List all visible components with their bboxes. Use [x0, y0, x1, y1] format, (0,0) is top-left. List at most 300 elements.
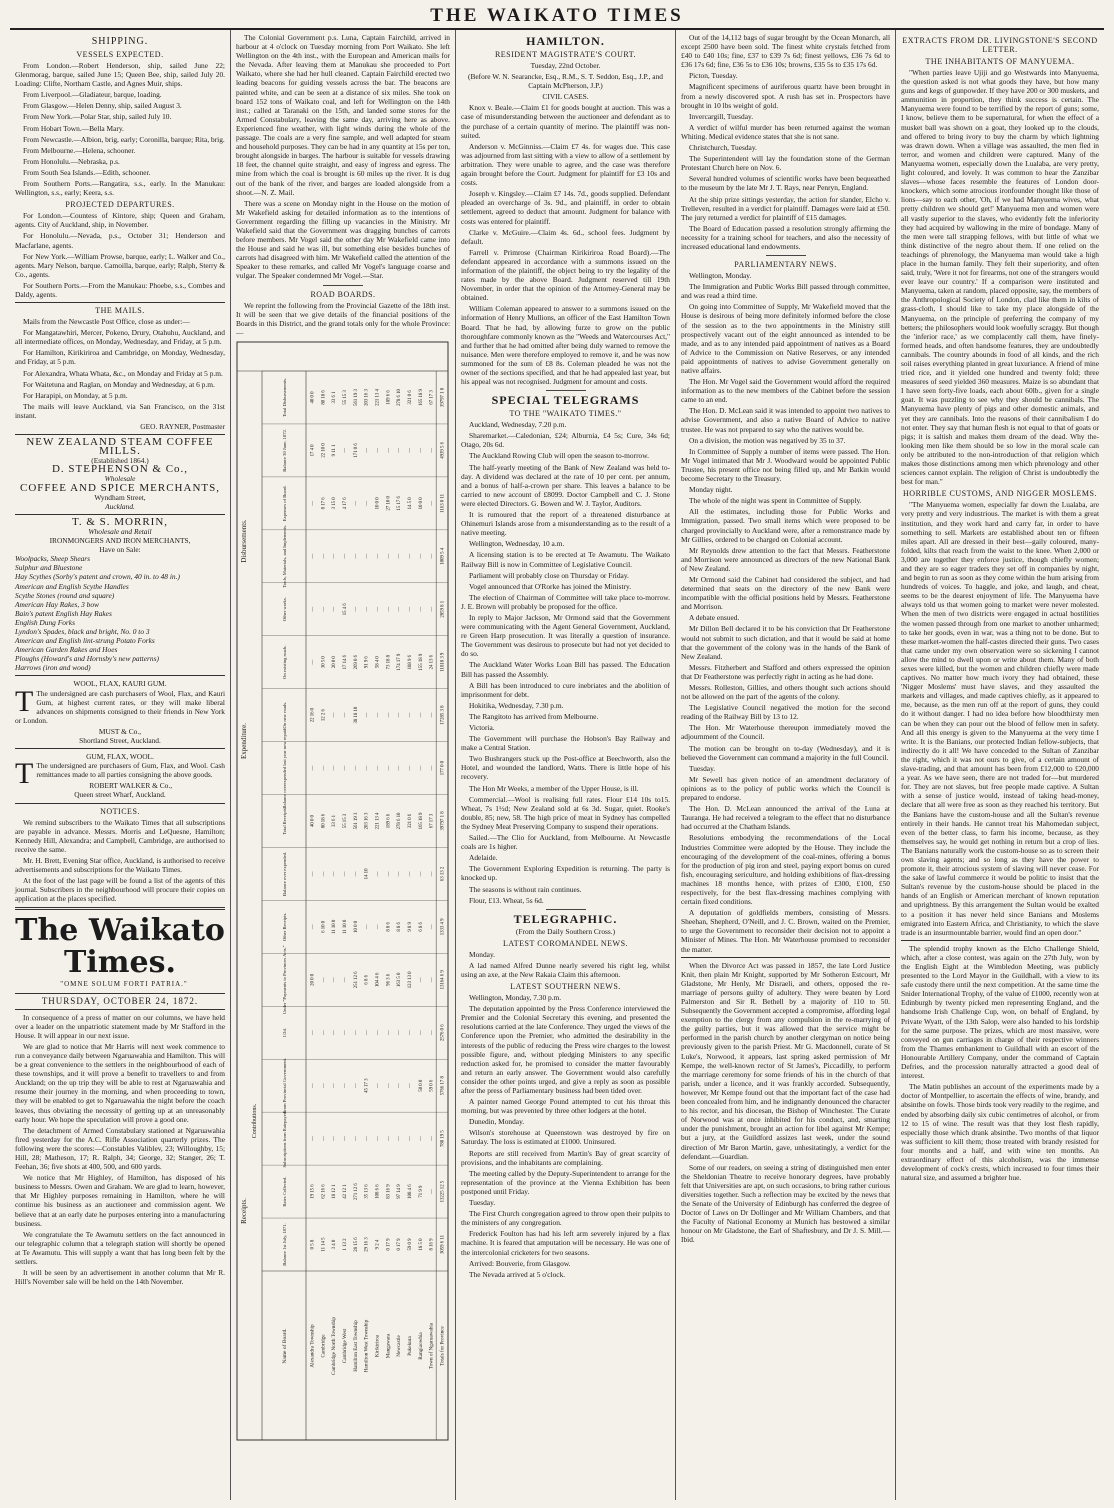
table-cell: 11 10 0	[342, 919, 348, 934]
paragraph: The Hon. Mr Waterhouse thereupon immediately moved the adjournment of the Council.	[681, 723, 890, 742]
table-cell: 0 5 8	[310, 1239, 316, 1250]
paragraph: The Matin publishes an account of the experiments made by a doctor of Montpellier, to ascertain the effects of wine, brandy, and absinthe on fowls. Those birds took very readily to the regime, and ended by absorbing daily six cubic centimetres of alcohol, or from 12 to 15 of wine. The result was that they lost flesh rapidly, especially those which drank absinthe. Two months of that liquor was sufficient to kill them; those treated with brandy resisted for four months and a half, and with wine ten months. An extraordinary effect of this alcoholism, was the immense development of cock's crests, which increased to four times their natural size, and assumed a brighter hue.	[901, 1082, 1099, 1183]
table-cell: —	[364, 1030, 370, 1036]
paragraph: From London.—Robert Henderson, ship, sailed June 22; Glenmorag, barque, sailed June 15; Queen Bee, ship, sailed July 20. Loading: Clifte, Northam Castle, and Agnes Muir, ships.	[15, 61, 225, 89]
paragraph: The Hon Mr Weeks, a member of the Upper House, is ill.	[469, 783, 639, 793]
table-cell: —	[418, 977, 424, 983]
table-header: On existing roads.	[282, 645, 287, 679]
livingstone-part-2	[901, 500, 1099, 937]
table-cell: —	[310, 659, 316, 665]
table-cell: 189 6 6	[386, 390, 392, 405]
table-cell: 62 16 6	[321, 1184, 327, 1199]
paragraph: The whole of the night was spent in Committee of Supply.	[689, 496, 862, 506]
table-header: Other works.	[282, 597, 287, 622]
paragraph: The Superintendent will lay the foundation stone of the German Protestant Church here on Nov. 6.	[681, 154, 890, 173]
table-cell: —	[321, 1030, 327, 1036]
paragraph: There was a scene on Monday night in the House on the motion of Mr Wakefield asking for detailed information as to the intentions of Government regarding the filling up vacancies in the Ministry. Mr Wakefield said that the Government was dragging bunches of carrots before members. Mr Vogel said the other day Mr Wakefield came into the House and said he was ill, but something else besides bunches of carrots had disagreed with him. Mr Wakefield called the attention of the Speaker to these remarks, and called Mr Vogel's language coarse and vulgar. The Speaker condemned Mr Vogel.—Star.	[236, 198, 450, 281]
paragraph: Several hundred volumes of scientific works have been bequeathed to the museum by the late Mr J. T. Rays, near Penryn, England.	[681, 174, 890, 193]
table-cell: 221 13 4	[375, 812, 381, 830]
advert-heading: GUM, FLAX, WOOL.	[86, 752, 154, 762]
table-cell: 163 5 0	[397, 972, 403, 987]
table-cell: 67 17 3	[429, 813, 435, 829]
table-cell: —	[353, 1083, 359, 1089]
table-cell: —	[408, 1083, 414, 1089]
paragraph: The Immigration and Public Works Bill passed through committee, and was read a third time.	[681, 282, 890, 301]
table-cell: —	[364, 447, 370, 453]
table-cell: 561 19 3	[353, 388, 359, 406]
table-cell: —	[310, 871, 316, 877]
paragraph: From Southern Ports.—Rangatira, s.s., early. In the Manukau: Wellington, s.s., early; Keera, s.s.	[15, 179, 225, 198]
advert-heading: WOOL, FLAX, KAURI GUM.	[73, 679, 167, 689]
table-cell: 9 2 4	[375, 1239, 381, 1250]
table-cell: —	[332, 1136, 338, 1141]
table-cell: 14 10	[364, 868, 370, 880]
paragraph: The Government Exploring Expedition is returning. The party is knocked up.	[461, 864, 670, 883]
table-cell: 91 9 6	[364, 656, 370, 669]
table-cell: 50 0 0	[418, 1079, 424, 1092]
table-cell: —	[386, 1030, 392, 1036]
disbursements-label: Disbursements.	[240, 519, 248, 563]
table-cell: 33 6 1	[332, 814, 338, 827]
divorce-article	[681, 961, 890, 1245]
table-cell: 321 0 6	[408, 813, 414, 829]
table-cell: —	[321, 977, 327, 983]
table-header: Balance 30 June, 1872.	[282, 428, 287, 472]
table-cell: 1333 4 9	[440, 918, 446, 936]
dateline: THURSDAY, OCTOBER 24, 1872.	[41, 995, 199, 1006]
advert-trade: IRONMONGERS AND IRON MERCHANTS,	[49, 536, 191, 546]
table-cell: —	[418, 765, 424, 771]
paragraph: The detachment of Armed Constabulary stationed at Ngaruawahia fired yesterday for the A.C. Rifle Association quarterly prizes. The following were the scores:—Constables Valiblev, 23; Willoughby, 15; Hill, 28; Matheson, 17; R. Ralph, 34; George, 32; Stanger, 26; T. Feehan, 36; five shots at 400, 500, and 600 yards.	[15, 1125, 225, 1172]
notices-list	[15, 818, 225, 904]
advert-title: NEW ZEALAND STEAM COFFEE MILLS.	[26, 436, 214, 458]
paragraph: On a division, the motion was negatived by 35 to 37.	[689, 435, 846, 445]
paragraph: The First Church congregation agreed to throw open their pulpits to the ministers of any congregation.	[461, 1209, 670, 1228]
table-cell: 22 16 0	[310, 707, 316, 723]
advert-item: English Dung Forks	[15, 617, 75, 627]
paragraph: From Hobart Town.—Bella Mary.	[23, 123, 124, 133]
divider	[766, 255, 806, 256]
departures-heading: PROJECTED DEPARTURES.	[65, 200, 175, 210]
table-cell: —	[375, 712, 381, 718]
column-3	[456, 30, 676, 1500]
inhabitants-heading: THE INHABITANTS OF MANYUEMA.	[925, 57, 1075, 66]
court-heading: RESIDENT MAGISTRATE'S COURT.	[494, 50, 637, 59]
paragraph: The Colonial Government p.s. Luna, Captain Fairchild, arrived in harbour at 4 o'clock on Tuesday morning from Port Waikato. She left Wellington on the 4th inst., with the European and American mails for the Nevada. After leaving them at Manukau she proceeded to Port Waikato, where she had her hull cleaned. Captain Fairchild erected two leading beacons for guiding vessels across the bar. The beacons are painted white, and can be seen at a distance of six miles. She took on board 152 tons of Waikato coal, and left for Wellington on the 14th inst.; called at Taranaki on the 15th, and landed some stores for the Armed Constabulary, leaving the same day, arriving here as above. Experienced fine weather, with light winds during the whole of the passage. The coals are a very fine sample, and well adapted for steam and household purposes. They can be had in any quantity at 15s per ton, brought alongside in barges. The harbour is suitable for vessels drawing 18 feet, the channel quite straight, and easy of ingress and egress. The mine from which the coal is brought is 60 miles up the river. It is dug out of the bank of the river, and barges are loaded alongside from a shoot.—N. Z. Mail.	[236, 33, 450, 197]
shipping-heading: SHIPPING.	[91, 36, 149, 47]
table-cell: —	[397, 1083, 403, 1089]
paragraph: Mr Reynolds drew attention to the fact that Messrs. Featherstone and Morrison were announced as directors of the new National Bank of New Zealand.	[681, 545, 890, 573]
telegraphic-source: (From the Daily Southern Cross.)	[515, 926, 616, 936]
table-cell: 15 4 6	[342, 603, 348, 616]
table-cell: —	[332, 765, 338, 771]
columns	[10, 30, 1104, 1500]
column-2	[231, 30, 456, 1500]
table-cell: 35 13 6	[364, 1184, 370, 1199]
paragraph: "The Manyuema women, especially far down the Lualaba, are very pretty and very industrious. The market is with them a great institution, and they work hard and carry far, in order to have something to sell. Markets are established about ten or fifteen miles apart. All are dressed in their best—gaily coloured, many-folded, kilts that reach from the waist to the knee. When 2,000 or 3,000 are together they enforce justice, though chiefly women; and they are so eager traders they set off in companies by night, and begin to run as soon as they come within the hum arising from hundreds of voices. To haggle, and joke, and laugh, and cheat, seems to be the dearest enjoyment of life. The Manyuema have always told us that women going to market were never molested. When the men of two districts were engaged in actual hostilities the women passed through from one market to another unharmed; to take her goods, even in war, was a thing not to be done. But to these market-women the half-castes directed their guns. Two cases that came under my own observation were so sickening I cannot allow the mind to dwell upon or write about them. Many of both sexes were killed, but the women and children chiefly were made captives. No matter how much ivory they had obtained, these 'Nigger Moslems' must have slaves, and they assaulted the markets and villages, and made captives chiefly, as it appeared to me, because, as the men run off at the report of guns, they could do it without danger. I had no idea before how bloodthirsty men can be when they can pour out the blood of fellow men in safety. And all this energy is given to the Manyuema at the very time I write. It is the Banians, our protected Indian fellow-subjects, that indirectly do it all! We have conceded to the Sultan of Zanzibar the right, which it was not ours to give, of a certain amount of slave-trading, and that amount has been from £12,000 to £20,000 a year. As we have seen, there are not traded for—but murdered for. They are not slaves, but free people made captive. A Sultan with a sense of justice would, instead of taking head-money, declare that all were free as soon as they reached his territory. But the Banians have the custom-house and all the Sultan's revenue entirely in their hands. He cannot treat his Mahomedan subject, even of the better class, to farm his income, because, as they themselves say, he would get nothing in return but a crop of lies. The Banians naturally work the custom-house so as to screen their own slaving agents; and so long as they have the power to promote it, their atrocious system of slaving will never cease. For the sake of lawful commerce it would be politic to insist that the Sultan's revenue by the custom-house should be placed in the hands of an English or American merchant of known reputation and uprightness. By this arrangement the Sultan would be exalted to a position it has never held since Banians and Moslems emigrated into Eastern Africa, and Christianity, to which the slave trade is an insurmountable barrier, would find an open door."	[901, 500, 1099, 937]
table-cell: —	[321, 871, 327, 877]
table-header: On new roads.	[282, 701, 287, 729]
table-cell: 17285 3 8	[440, 705, 446, 725]
paragraph: Wellington, Monday.	[689, 271, 752, 281]
table-cell: 0 17 9	[397, 1238, 403, 1251]
table-cell: 30 5 0	[321, 656, 327, 669]
elcho-article	[901, 944, 1099, 1182]
paragraph: From New York.—Polar Star, ship, sailed July 10.	[23, 112, 172, 122]
table-cell: —	[353, 1136, 359, 1141]
table-header: Total Receipts.	[282, 807, 287, 835]
table-cell: 80 18 6	[321, 813, 327, 829]
table-row-name: Town of Ngaruawahia	[428, 1322, 435, 1370]
table-cell: —	[310, 1083, 316, 1089]
paragraph: A licensing station is to be erected at Te Awamutu. The Waikato Railway Bill is now in Committee of Legislative Council.	[461, 550, 670, 569]
table-cell: 12 2 6	[321, 709, 327, 722]
paragraph: Flour, £13. Wheat, 5s 6d.	[469, 895, 544, 905]
paragraph: Tuesday.	[469, 1198, 496, 1208]
table-cell: 11818 3 9	[440, 652, 446, 672]
paragraph: The Auckland Rowing Club will open the season to-morrow.	[469, 451, 649, 461]
table-cell: 1 13 2	[342, 1238, 348, 1251]
table-cell: 561 19 3	[353, 812, 359, 830]
table-cell: 221 13 4	[375, 388, 381, 406]
table-header: Name of Board.	[282, 1328, 288, 1364]
departures-list	[15, 211, 225, 299]
table-cell: 19 15 6	[310, 1184, 316, 1199]
table-cell: —	[375, 553, 381, 559]
divider	[901, 940, 1099, 941]
advert-firm: T. & S. MORRIN,	[71, 515, 169, 528]
table-cell: —	[342, 553, 348, 559]
paragraph: The splendid trophy known as the Elcho Challenge Shield, which, after a close contest, was again on the 27th July, won by the English Eight at the Wimbledon Meeting, was publicly presented to the Lord Mayor in the Guildhall, with a view to its safe custody there until the next competition. At the same time the Snider International Trophy, of the value of £1000, recently won at Edinburgh by twenty picked men representing England, and the handsome Irish Challenge Cup, won, on behalf of England, by Private Wyatt, of the 13th Salop, were also handed to his lordship for the same purpose. The prizes, which are most massive, were conveyed on gun carriages in charge of their respective winners from the Thames embankment to Guildhall with an escort of the Honourable Artillery Company, under the command of Captain Defries, and the procession naturally attracted a good deal of interest.	[901, 943, 1099, 1081]
table-cell: —	[386, 553, 392, 559]
paragraph: From Newcastle.—Albion, brig, early; Coronilla, barque; Rita, brig.	[23, 134, 225, 144]
table-cell: 8 16 9	[429, 1238, 435, 1251]
table-cell: —	[375, 765, 381, 771]
table-row-name: Alexandra Township	[309, 1324, 316, 1368]
table-cell: —	[342, 871, 348, 877]
livingstone-heading: EXTRACTS FROM DR. LIVINGSTONE'S SECOND LETTER.	[902, 36, 1098, 54]
table-cell: —	[353, 606, 359, 612]
advert-trade: COFFEE AND SPICE MERCHANTS,	[20, 481, 220, 494]
dropcap: T	[15, 757, 34, 791]
table-cell: 6 10 0	[321, 920, 327, 933]
table-cell: —	[342, 765, 348, 771]
vessels-heading: VESSELS EXPECTED.	[76, 50, 164, 59]
mails-heading: THE MAILS.	[95, 306, 145, 316]
table-cell: —	[429, 553, 435, 559]
paragraph: Christchurch, Tuesday.	[689, 143, 757, 153]
telegrams-continued	[681, 33, 890, 251]
paragraph: Adelaide.	[469, 853, 498, 863]
advert-firm: MUST & Co.,	[98, 726, 142, 736]
table-row-name: Hamilton West Township	[363, 1319, 370, 1373]
table-cell: —	[332, 606, 338, 612]
table-cell: —	[408, 765, 414, 771]
advert-body: The undersigned are cash purchasers of Wool, Flax, and Kauri Gum, at highest current rates, or they will make liberal advances on shipments consigned to their friends in New York or London.	[15, 688, 225, 725]
wool-advert	[15, 679, 225, 745]
advert-have: Have on Sale:	[99, 545, 141, 555]
table-cell: 123 13 0	[408, 971, 414, 989]
table-cell: 4 17 6	[342, 497, 348, 510]
table-cell: —	[321, 1083, 327, 1089]
paragraph: William Coleman appeared to answer to a summons issued on the information of Henry Mullions, an officer of the East Hamilton Town Board. That he had, by allowing furze to grow on the public thoroughfare commonly known as the "Weeds and Watercourses Act," and further that he had omitted after being duly warned to remove the nuisance. Men were therefore employed to remove it, and he was now summoned for the sum of £8 8s. Coleman pleaded he was not the owner of the sections specified, and that he had appealed last year, but his appeal was not recognised. Judgment for amount and costs.	[461, 304, 670, 387]
table-cell: 20 0 0	[332, 656, 338, 669]
paragraph: "When parties leave Ujiji and go Westwards into Manyuema, the question asked is not what goods they have, but how many guns and kegs of gunpowder. If they have 200 or 300 muskets, and ammunition in proportion, they think success is certain. The Manyuema were found to be terrified by the report of guns; some, I know, believe them to be supernatural, for when the effect of a musket ball was shown on a goat, they looked up to the clouds, and offered to bring ivory to buy the charm by which lightning was drawn down. When a village was assaulted, the men fled in terror, and women and children were captured. Many of the Manyuema women, especially down the Lualaba, are very pretty, light coloured, and lovely. It was common to hear the Zanzibar slaves—whose faces resemble the features of London door-knockers, which some atrocious ironfounder thought like those of lions—say to each other, 'Oh, if we had Manyuema wives, what pretty children we should get!' Manyuema men and women were all vastly superior to the slaves, who evidently felt the inferiority they had acquired by wallowing in the mire of bondage. Many of the men were tall strapping fellows, with but little of what we think distinctive of the negro about them. If one relied on the teachings of phrenology, the Manyuema man would take a high place in the human family. They felt their superiority, and often said, truly, 'Were it not for firearms, not one of the strangers would ever leave our country.' If a comparison were instituted and Manyuema, taken at random, placed opposite, say, the members of the Anthropological Society of London, clad like them in kilts of grass-cloth, I should like to take my place alongside of the Manyuema, on the principle of preferring the company of my betters; the philosophers would look woefully scraggy. But though the 'inferior race,' as we complacently call them, have finely-formed heads, and often handsome features, they are undoubtedly cannibals. The country abounds in food of all kinds, and the rich soil raises everything planted in great luxuriance. A friend of mine tried rice, and it yielded one hundred and twenty fold; three measures of seed yielded 360 measures. Maize is so abundant that I have seen forty-five loads, each about 60lb., given for a single goat. It was puzzling to see why they should be cannibals. The Manyuema have plenty of pigs and other domestic animals, and yet they are cannibals. Into the reasons of their cannibalism I do not enter. They say that human flesh is not equal to that of goats or pigs; it is saltish and makes them dream of the dead. Why the-looking men like them should be so low in the moral scale can only be attributed to the non-introduction of that religion which makes those distinctions among men which phrenology and other sciences cannot explain. The religion of Christ is undoubtedly the best for man."	[901, 68, 1099, 487]
table-cell: 174 17 9	[397, 653, 403, 671]
paragraph: For Honolulu.—Nevada, p.s., October 31; Henderson and Macfarlane, agents.	[15, 231, 225, 250]
table-cell: —	[375, 1083, 381, 1089]
table-header: Subscriptions from Ratepayers.	[282, 1109, 287, 1168]
table-cell: 269 0 6	[353, 654, 359, 670]
table-cell: 27 10 0	[386, 496, 392, 511]
table-cell: 63 13 2	[440, 866, 446, 882]
table-cell: 59 0 9	[408, 1238, 414, 1251]
table-cell: 39797 1 8	[440, 811, 446, 831]
masthead-title: THE WAIKATO TIMES	[430, 5, 684, 26]
paragraph: From Liverpool.—Gladiateur, barque, loading.	[23, 90, 162, 100]
table-cell: 0 17 9	[386, 1238, 392, 1251]
table-cell: 271 12 6	[353, 1183, 359, 1200]
table-cell: —	[332, 553, 338, 559]
table-cell: —	[353, 765, 359, 771]
divider	[323, 285, 363, 286]
road-boards-table-svg	[236, 341, 449, 1441]
table-cell: 80 18 6	[321, 390, 327, 405]
table-cell: 10 0 0	[418, 497, 424, 510]
table-cell: —	[353, 871, 359, 877]
paragraph: A Bill has been introduced to cure inebriates and the abolition of imprisonment for debt.	[461, 680, 670, 699]
receipts-label: Receipts.	[240, 1197, 248, 1224]
divider	[15, 514, 225, 515]
table-header: Balance over expended.	[282, 851, 287, 896]
mails-signature: GEO. RAYNER, Postmaster	[140, 422, 225, 431]
table-cell: 18 12 1	[332, 1184, 338, 1199]
table-row-name: Newcastle	[396, 1335, 403, 1357]
table-cell: —	[310, 500, 316, 506]
paragraph: We congratulate the Te Awamutu settlers on the fact announced in our telegraphic column that a telegraph station will shortly be opened at Te Awamutu. This will supply a want that has long been felt by the settlers.	[15, 1229, 225, 1267]
advert-item: Scythe Stones (round and square)	[15, 590, 115, 600]
table-cell: —	[353, 1030, 359, 1036]
table-cell: —	[418, 1030, 424, 1036]
table-cell: —	[386, 871, 392, 877]
mails-list	[15, 317, 225, 420]
table-cell: 3 4 0	[332, 1239, 338, 1250]
advert-item: Hay Scythes (Sorby's patent and crown, 40 in. to 48 in.)	[15, 572, 180, 582]
advert-item: Woolpacks, Sheep Shears	[15, 554, 91, 564]
table-cell: 108 6 6	[375, 1184, 381, 1199]
table-cell: 42 12 1	[342, 1184, 348, 1199]
paragraph: Mr Dillon Bell declared it to be his conviction that Dr Featherstone would not submit to such dictation, and that it would be said at home that the government of the colony was in the hands of the Bank of New Zealand.	[681, 624, 890, 661]
table-cell: 278 6 10	[397, 388, 403, 406]
table-cell: 24 13 6	[429, 654, 435, 670]
table-cell: —	[397, 712, 403, 718]
table-cell: —	[342, 1030, 348, 1036]
paragraph: For Alexandra, Whata Whata, &c., on Monday and Friday at 5 p.m.	[23, 368, 223, 378]
paragraph: Reports are still received from Martin's Bay of great scarcity of provisions, and the inhabitants are complaining.	[461, 1148, 670, 1167]
advert-item: Bain's patent English Hay Rakes	[15, 608, 112, 618]
table-cell: —	[397, 1136, 403, 1141]
table-cell: 321 0 6	[408, 390, 414, 405]
table-cell: 55 15 3	[342, 390, 348, 405]
table-cell: —	[418, 712, 424, 718]
table-cell: —	[386, 712, 392, 718]
paragraph: A deputation of goldfields members, consisting of Messrs. Sheehan, Shepherd, O'Neill, and J. C. Brown, waited on the Premier, to urge the Government to reconsider their decision not to appoint a Minister of Mines. The Hon. Mr Waterhouse promised to reconsider the matter.	[681, 908, 890, 954]
advert-item: American Hay Rakes, 3 bow	[15, 599, 99, 609]
table-cell: 13164 6 9	[440, 970, 446, 990]
paragraph: The seasons is without rain continues.	[469, 884, 582, 894]
table-cell: 2576 0 6	[440, 1024, 446, 1042]
table-cell: —	[375, 924, 381, 930]
table-cell: —	[386, 765, 392, 771]
table-cell: 10 0 0	[353, 920, 359, 933]
table-cell: 96 3 6	[386, 973, 392, 986]
livingstone-part-1	[901, 68, 1099, 486]
paragraph: A lad named Alfred Dunne nearly severed his right leg, whilst using an axe, at the New Rakaia Claim this afternoon.	[461, 960, 670, 979]
hamilton-heading: HAMILTON.	[526, 34, 605, 48]
divider	[546, 909, 586, 910]
table-header: Under "Payments to Provinces Acts."	[282, 945, 287, 1015]
paragraph: A painter named George Pound attempted to cut his throat this morning, but was prevented by three other lodgers at the hotel.	[461, 1097, 670, 1116]
table-cell: —	[418, 606, 424, 612]
table-cell: —	[386, 1136, 392, 1141]
table-header: From Provincial Government.	[282, 1057, 287, 1114]
paragraph: For Mangatawhiri, Mercer, Pokeno, Drury, Otahuhu, Auckland, and all intermediate offices, on Monday, Wednesday, and Friday, at 5 p.m.	[15, 328, 225, 347]
paragraph: We notice that Mr Highley, of Hamilton, has disposed of his business to Messrs. Owen and Graham. We are glad to learn, however, that Mr Highley purposes remaining in Hamilton, where he will continue his business as an auctioneer and commission agent. We believe that at an early date he purposes entering into a manufacturing business.	[15, 1173, 225, 1228]
table-header: Expenses of Board.	[282, 485, 287, 522]
table-cell: 155 18 9	[418, 653, 424, 671]
paragraph: For New York.—William Prowse, barque, early; L. Walker and Co., agents. Mary Nelson, barque. Camoilla, barque, early; Ralph, Sterry & Co., agents.	[15, 251, 225, 279]
paragraph: In Committee of Supply a number of items were passed. The Hon. Mr Vogel intimated that Mr J. Woodward would be appointed Public Trustee, his present office not being filled up, and Mr Batkin would become Secretary to the Treasury.	[681, 446, 890, 484]
table-cell: 8 8 6	[397, 921, 403, 932]
civil-cases-label: CIVIL CASES.	[542, 92, 589, 102]
advert-city: Auckland.	[105, 501, 135, 511]
table-row-name: Mangawara	[385, 1333, 392, 1359]
divider	[15, 748, 225, 749]
table-cell: —	[342, 1136, 348, 1141]
table-header: Rates Collected.	[282, 1176, 287, 1207]
paragraph: Sharemarket.—Caledonian, £24; Alburnia, £4 5s; Cure, 34s 6d; Otago, 20s 6d.	[461, 431, 670, 450]
divider	[15, 675, 225, 676]
table-cell: 177 0 0	[440, 760, 446, 776]
paragraph: Mr Sewell has given notice of an amendment declaratory of opinions as to the policy of public works which the Council is prepared to endorse.	[681, 774, 890, 803]
parliamentary-news	[681, 271, 890, 954]
paragraph: The election of Chairman of Committee will take place to-morrow. J. E. Brown will probably be proposed for the office.	[461, 592, 670, 611]
table-cell: 4939 5 6	[440, 441, 446, 459]
paragraph: Magnificent specimens of auriferous quartz have been brought in from a newly discovered spot. A rush has set in. Prospectors have brought in 10 lbs weight of gold.	[681, 82, 890, 110]
special-telegrams-heading: SPECIAL TELEGRAMS	[491, 393, 640, 408]
table-cell: 40 0 0	[310, 391, 316, 404]
table-cell: 6 8 6	[364, 974, 370, 985]
paragraph: Commercial.—Wool is realising full rates. Flour £14 10s to15. Wheat, 7s 1½d; New Zealand sold at 6s 3d. Sugar, quiet. Rooke's double, 85; new, 58. The high price of meat in Sydney has compelled the Sydney Meat Preserving Company to suspend their operations.	[461, 794, 670, 831]
table-cell: 104 4 6	[375, 972, 381, 987]
paragraph: The Auckland Water Works Loan Bill has passed. The Education Bill has passed the Assembly.	[461, 660, 670, 679]
masthead	[10, 6, 1104, 30]
table-cell: —	[375, 871, 381, 877]
table-cell: —	[429, 1136, 435, 1141]
table-cell: —	[310, 1030, 316, 1036]
table-cell: 71 9 9	[418, 1185, 424, 1198]
table-cell: 788 19 5	[440, 1130, 446, 1147]
paragraph: For Harapipi, on Monday, at 5 p.m.	[23, 390, 128, 400]
table-cell: —	[310, 553, 316, 559]
paragraph: At the ship prize sittings yesterday, the action for slander, Elcho v. Trelleven, resulted in a verdict for plaintiff. Damages were laid at £50. The jury returned a verdict for plaintiff of £15 damages.	[681, 194, 890, 222]
table-cell: 278 6 10	[397, 812, 403, 830]
special-telegrams-sub: TO THE "WAIKATO TIMES."	[509, 409, 622, 419]
special-telegrams	[461, 420, 670, 905]
gum-advert	[15, 752, 225, 799]
advert-items	[15, 554, 225, 672]
paragraph: Wilson's storehouse at Queenstown was destroyed by fire on Saturday. The loss is estimated at £1000. Uninsured.	[461, 1128, 670, 1147]
table-cell: —	[408, 871, 414, 877]
table-cell: 108 4 6	[408, 1184, 414, 1199]
table-cell: —	[310, 924, 316, 930]
column-1	[10, 30, 231, 1500]
table-cell: 45 17 3	[364, 1078, 370, 1093]
table-cell: —	[408, 1030, 414, 1036]
table-cell: 165 18 9	[418, 388, 424, 406]
coromandel-heading: LATEST COROMANDEL NEWS.	[502, 938, 629, 948]
paragraph: From Glasgow.—Helen Denny, ship, sailed August 3.	[23, 101, 182, 111]
table-cell: 58 4 0	[375, 656, 381, 669]
paragraph: Mr. H. Brett, Evening Star office, Auckland, is authorised to receive advertisements and subscriptions for the Waikato Times.	[15, 855, 225, 875]
table-header: Total Disbursements.	[282, 377, 287, 417]
paragraph: Messrs. Fitzherbert and Stafford and others expressed the opinion that Dr Featherstone was perfectly right in acting as he had done.	[681, 662, 890, 681]
table-cell: 11 10 0	[332, 919, 338, 934]
divider	[15, 302, 225, 303]
table-cell: —	[397, 553, 403, 559]
advert-body: The undersigned are purchasers of Gum, Flax, and Wool. Cash remittances made to all parties consigning the above goods.	[36, 761, 225, 780]
column-4	[676, 30, 896, 1500]
advert-address: Queen street Wharf, Auckland.	[74, 790, 166, 800]
divider	[15, 907, 225, 910]
table-cell: 3059 6 11	[440, 1234, 446, 1254]
paragraph: On going into Committee of Supply, Mr Wakefield moved that the House is desirous of being more definitely informed before the close of the session as to the two appointments in the Ministry still prospectively vacant out of the eight announced as intended to be made, and as to any intended paid appointment of natives as a Board of Advice to the Commission on Native Reserves, or any intended paid appointments of natives to advise Government generally on native affairs.	[681, 302, 890, 375]
advert-item: American and English Scythe Handles	[15, 581, 129, 591]
table-cell: —	[310, 765, 316, 771]
table-cell: 203 16 3	[364, 388, 370, 406]
paragraph: From South Sea Islands.—Edith, schooner.	[23, 167, 151, 177]
divider	[546, 390, 586, 391]
table-header: Balance 1st July, 1871.	[282, 1223, 287, 1266]
table-cell: —	[375, 1136, 381, 1141]
paragraph: From Melbourne.—Helena, schooner.	[23, 145, 136, 155]
table-cell: —	[364, 606, 370, 612]
paragraph: Anderson v. McGinniss.—Claim £7 4s. for wages due. This case was adjourned from last sitting with a view to allow of a settlement by arbitration. They were unable to agree, and the case was therefore again brought before the Court. Judgment for plaintiff for £3 10s and costs.	[461, 141, 670, 188]
table-row-name: Hamilton East Township	[352, 1320, 359, 1372]
paragraph: For London.—Countess of Kintore, ship; Queen and Graham, agents. City of Auckland, ship, in November.	[15, 211, 225, 230]
paragraph: A debate ensued.	[689, 613, 740, 623]
paragraph: The Rangitoto has arrived from Melbourne.	[469, 711, 599, 721]
paragraph: It is rumoured that the report of a threatened disturbance at Ohinemuri Islands arose from a misunderstanding as to the result of a native meeting.	[461, 510, 670, 538]
table-cell: 251 12 6	[353, 971, 359, 989]
table-cell: —	[310, 1136, 316, 1141]
table-cell: —	[429, 500, 435, 506]
table-cell: 3 15 0	[332, 497, 338, 510]
table-cell: 171 0 6	[353, 443, 359, 458]
table-cell: —	[342, 447, 348, 453]
court-bench: (Before W. N. Searancke, Esq., R.M., S. T. Seddon, Esq., J.P., and Captain McPherson, J.P.)	[468, 72, 663, 91]
table-cell: —	[429, 765, 435, 771]
table-cell: —	[429, 924, 435, 930]
luna-article	[236, 33, 450, 281]
table-cell: 29 16 3	[364, 1237, 370, 1252]
paragraph: Monday night.	[689, 485, 733, 495]
table-cell: 67 17 3	[429, 390, 435, 405]
table-cell: 14 5 0	[408, 497, 414, 510]
paragraph: We remind subscribers to the Waikato Times that all subscriptions are payable in advance. Messrs. Morris and LeQuesne, Hamilton; Kennedy Hill, Alexandra; and Campbell, Cambridge, are authorised to receive the same.	[15, 817, 225, 854]
dropcap: T	[15, 684, 34, 718]
road-boards-intro: We reprint the following from the Provincial Gazette of the 18th inst. It will be seen that we give details of the financial positions of the Boards in this District, and the grand totals only for the whole Province:—	[236, 300, 450, 337]
